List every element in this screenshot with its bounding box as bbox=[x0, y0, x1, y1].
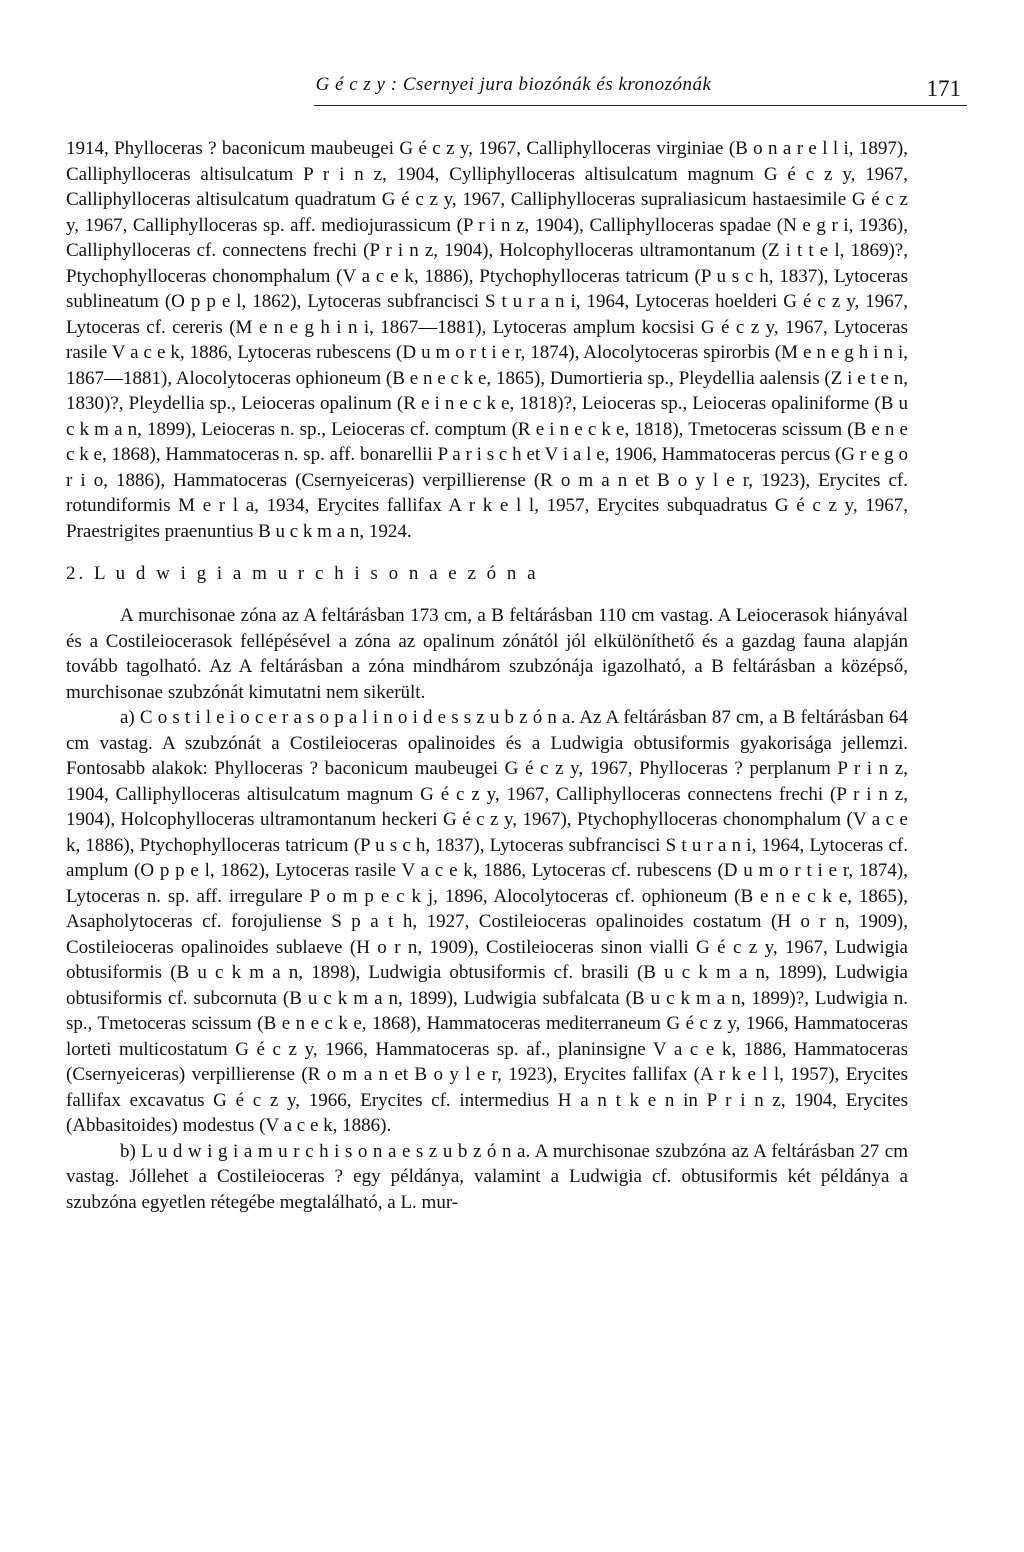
running-header bbox=[60, 74, 967, 108]
species-list-paragraph: 1914, Phylloceras ? baconicum maubeugei G é c z y, 1967, Calliphylloceras virginiae (B o n a r e l l i, 1897), Calliphylloceras altisulcatum P r i n z, 1904, Cylliphylloceras altisulcatum magnum G é c z y, 1967, Calliphylloceras altisulcatum quadratum G é c z y, 1967, Calliphylloceras supraliasicum hastaesimile G é c z y, 1967, Calliphylloceras sp. aff. mediojurassicum (P r i n z, 1904), Calliphylloceras spadae (N e g r i, 1936), Calliphylloceras cf. connectens frechi (P r i n z, 1904), Holcophylloceras ultramontanum (Z i t t e l, 1869)?, Ptychophylloceras chonomphalum (V a c e k, 1886), Ptychophylloceras tatricum (P u s c h, 1837), Lytoceras sublineatum (O p p e l, 1862), Lytoceras subfrancisci S t u r a n i, 1964, Lytoceras hoelderi G é c z y, 1967, Lytoceras cf. cereris (M e n e g h i n i, 1867—1881), Lytoceras amplum kocsisi G é c z y, 1967, Lytoceras rasile V a c e k, 1886, Lytoceras rubescens (D u m o r t i e r, 1874), Alocolytoceras spirorbis (M e n e g h i n i, 1867—1881), Alocolytoceras ophioneum (B e n e c k e, 1865), Dumortieria sp., Pleydellia aalensis (Z i e t e n, 1830)?, Pleydellia sp., Leioceras opalinum (R e i n e c k e, 1818)?, Leioceras sp., Leioceras opaliniforme (B u c k m a n, 1899), Leioceras n. sp., Leioceras cf. comptum (R e i n e c k e, 1818), Tmetoceras scissum (B e n e c k e, 1868), Hammatoceras n. sp. aff. bonarellii P a r i s c h et V i a l e, 1906, Hammatoceras percus (G r e g o r i o, 1886), Hammatoceras (Csernyeiceras) verpillierense (R o m a n et B o y l e r, 1923), Erycites cf. rotundiformis M e r l a, 1934, Erycites fallifax A r k e l l, 1957, Erycites subquadratus G é c z y, 1967, Praestrigites praenuntius B u c k m a n, 1924. bbox=[66, 138, 908, 542]
subzone-b-paragraph: b) L u d w i g i a m u r c h i s o n a e s z u b z ó n a. A murchisonae szubzóna az A feltárásban 27 cm vastag. Jóllehet a Costileioceras ? egy példánya, valamint a Ludwigia cf. obtusiformis két példánya a szubzóna egyetlen rétegébe megtalálható, a L. mur- bbox=[66, 1140, 908, 1213]
zone-description-paragraph: A murchisonae zóna az A feltárásban 173 cm, a B feltárásban 110 cm vastag. A Leiocerasok hiányával és a Costileiocerasok fellépésével a zóna az opalinum zónától jól elkülöníthető és a gazdag fauna alapján tovább tagolható. Az A feltárásban a zóna mindhárom szubzónája igazolható, a B feltárásban a középső, murchisonae szubzónát kimutatni nem sikerült. bbox=[66, 605, 908, 703]
page-number: 171 bbox=[926, 76, 961, 101]
header-rule bbox=[314, 105, 967, 106]
running-title: G é c z y : Csernyei jura biozónák és kronozónák bbox=[315, 74, 712, 95]
subzone-a-paragraph: a) C o s t i l e i o c e r a s o p a l i n o i d e s s z u b z ó n a. Az A feltárásban 87 cm, a B feltárásban 64 cm vastag. A szubzónát a Costileioceras opalinoides és a Ludwigia obtusiformis gyakorisága jellemzi. Fontosabb alakok: Phylloceras ? baconicum maubeugei G é c z y, 1967, Phylloceras ? perplanum P r i n z, 1904, Calliphylloceras altisulcatum magnum G é c z y, 1967, Calliphylloceras connectens frechi (P r i n z, 1904), Holcophylloceras ultramontanum heckeri G é c z y, 1967), Ptychophylloceras chonomphalum (V a c e k, 1886), Ptychophylloceras tatricum (P u s c h, 1837), Lytoceras subfrancisci S t u r a n i, 1964, Lytoceras cf. amplum (O p p e l, 1862), Lytoceras rasile V a c e k, 1886, Lytoceras cf. rubescens (D u m o r t i e r, 1874), Lytoceras n. sp. aff. irregulare P o m p e c k j, 1896, Alocolytoceras cf. ophioneum (B e n e c k e, 1865), Asapholytoceras cf. forojuliense S p a t h, 1927, Costileioceras opalinoides costatum (H o r n, 1909), Costileioceras opalinoides sublaeve (H o r n, 1909), Costileioceras sinon vialli G é c z y, 1967, Ludwigia obtusiformis (B u c k m a n, 1898), Ludwigia obtusiformis cf. brasili (B u c k m a n, 1899), Ludwigia obtusiformis cf. subcornuta (B u c k m a n, 1899), Ludwigia subfalcata (B u c k m a n, 1899)?, Ludwigia n. sp., Tmetoceras scissum (B e n e c k e, 1868), Hammatoceras mediterraneum G é c z y, 1966, Hammatoceras lorteti multicostatum G é c z y, 1966, Hammatoceras sp. af., planinsigne V a c e k, 1886, Hammatoceras (Csernyeiceras) verpillierense (R o m a n et B o y l e r, 1923), Erycites fallifax (A r k e l l, 1957), Erycites fallifax excavatus G é c z y, 1966, Erycites cf. intermedius H a n t k e n in P r i n z, 1904, Erycites (Abbasitoides) modestus (V a c e k, 1886). bbox=[66, 707, 908, 1136]
body-text bbox=[66, 136, 908, 1215]
section-heading: 2. L u d w i g i a m u r c h i s o n a e z ó n a bbox=[66, 563, 539, 584]
